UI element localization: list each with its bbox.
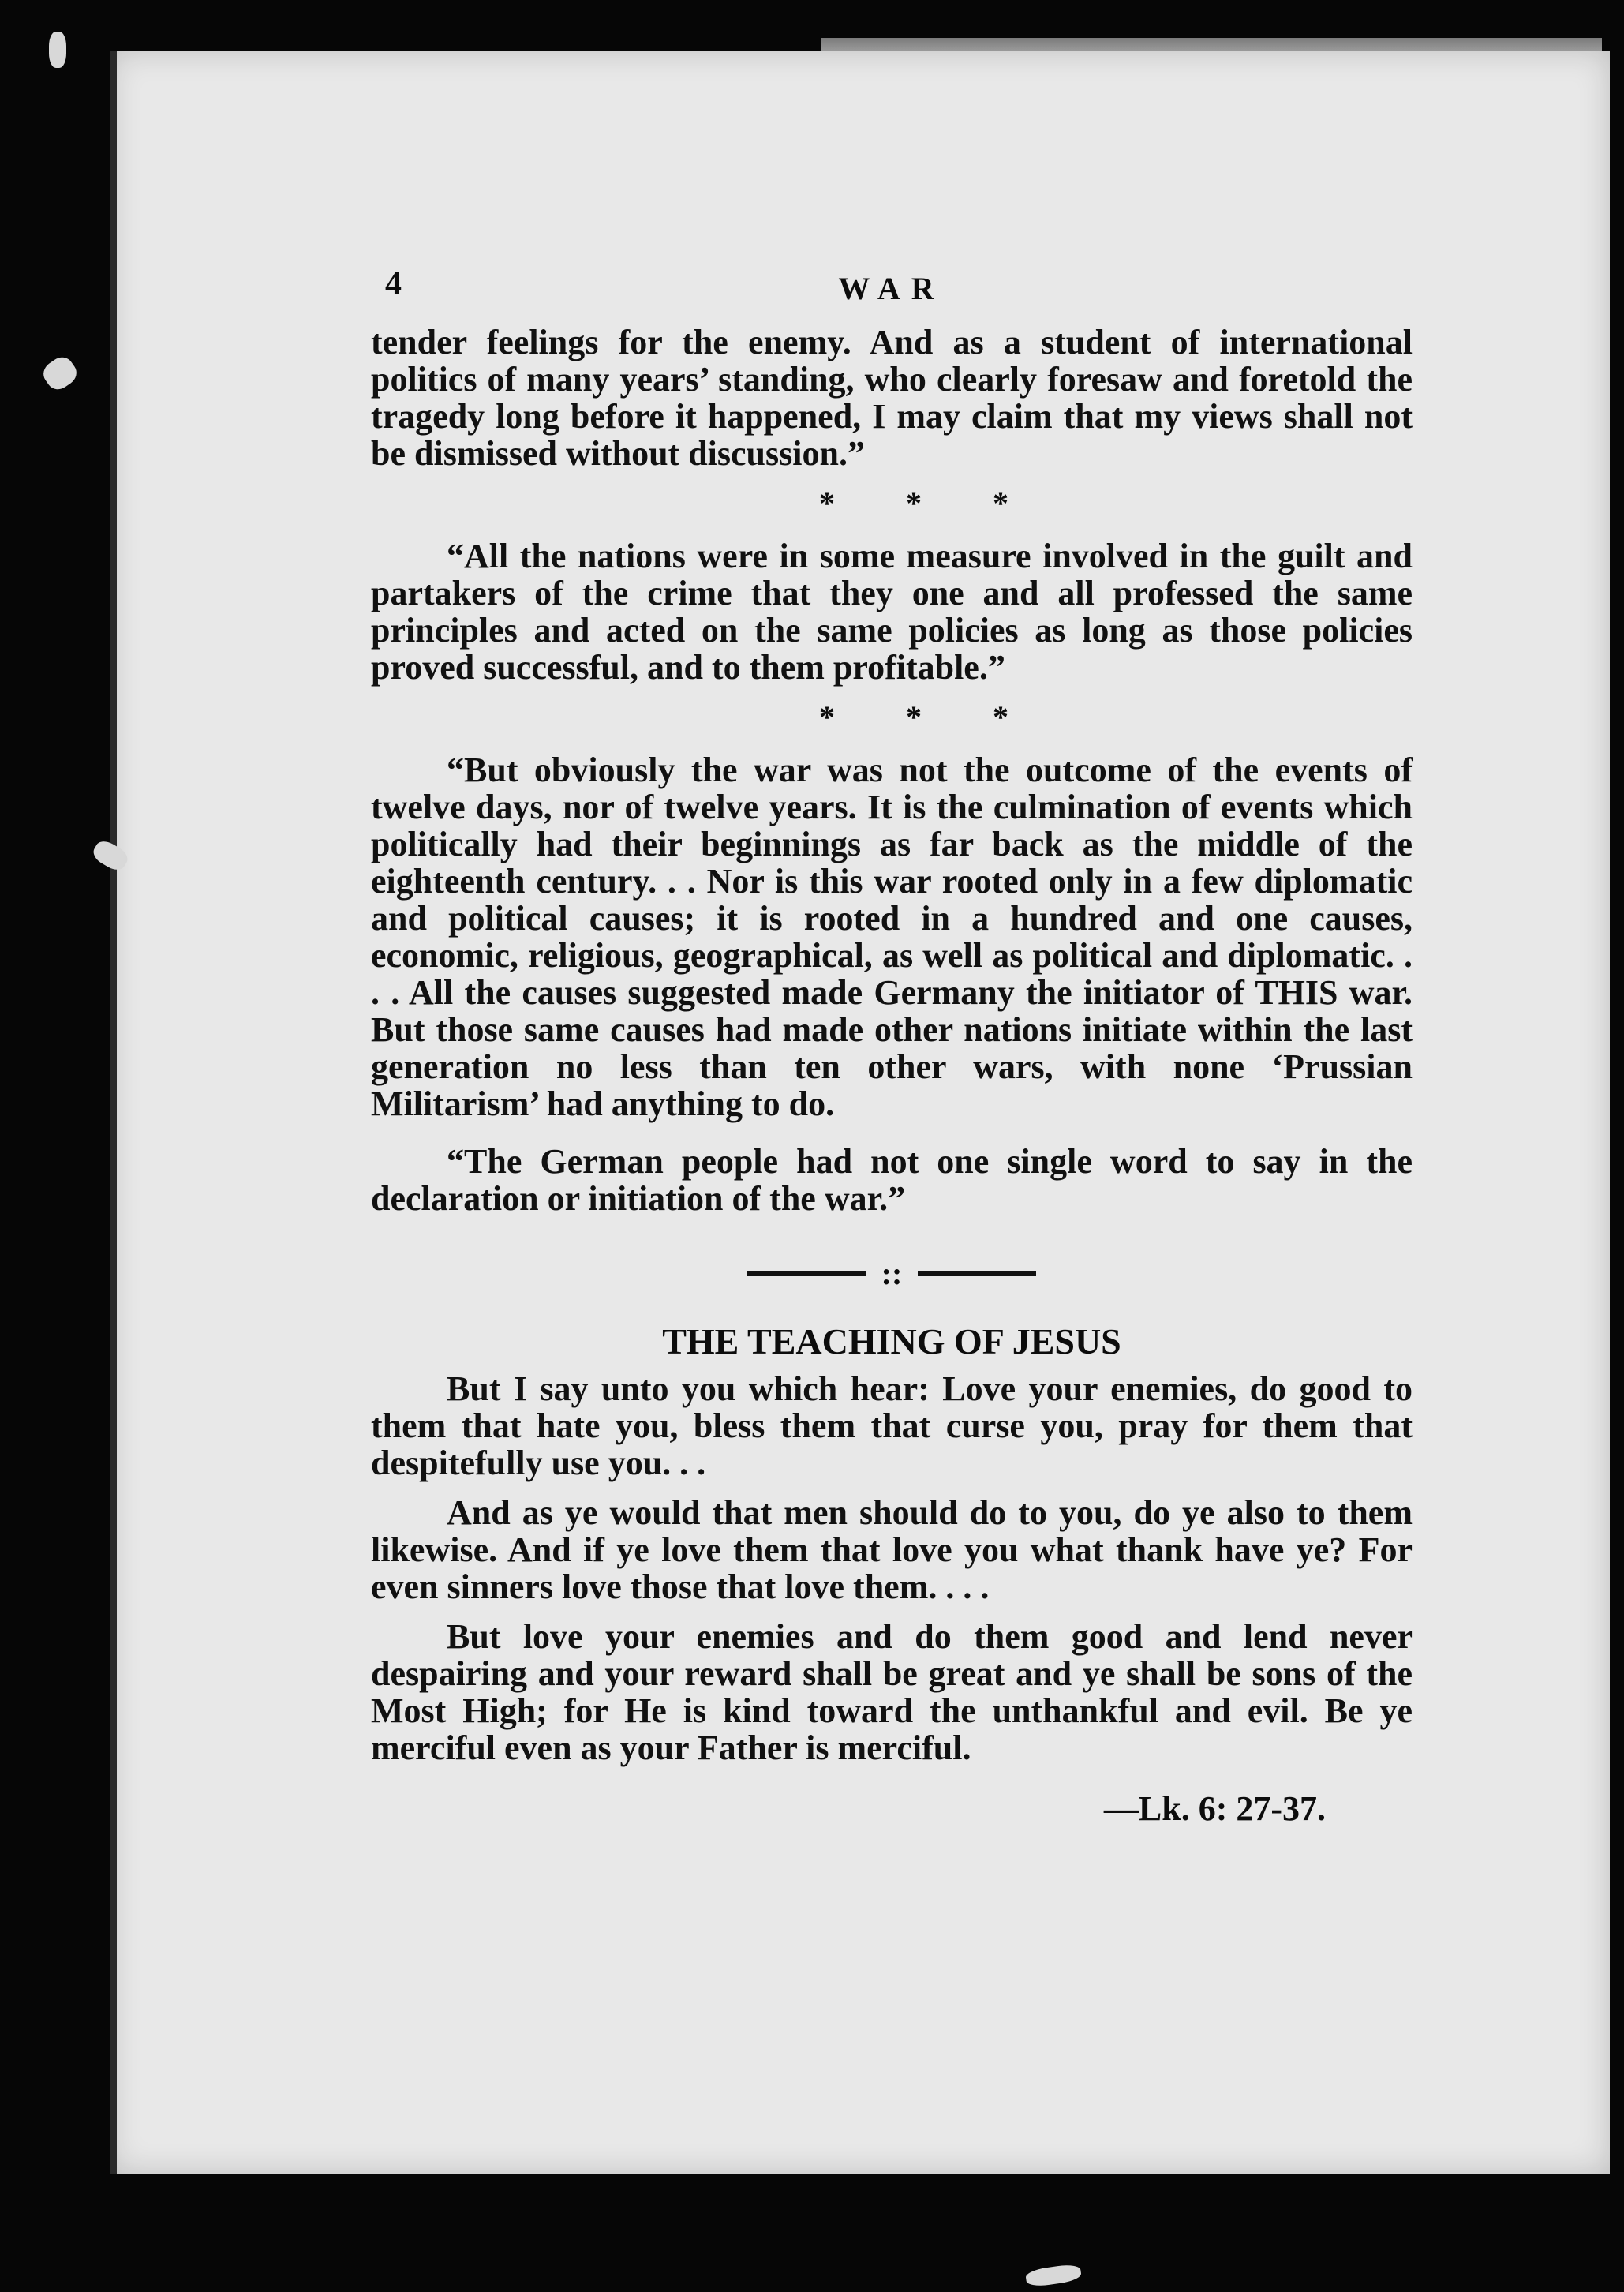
divider-rule-left: [747, 1271, 866, 1276]
scripture-citation: —Lk. 6: 27-37.: [1103, 1789, 1326, 1829]
scan-speck: [49, 32, 66, 68]
teaching-paragraph-3: But love your enemies and do them good and lend never despairing and your reward shall be great and ye shall be sons of the Most High; for He is kind toward the unthankful and evil. Be ye merciful even as your Father is merciful.: [371, 1617, 1413, 1768]
running-title: WAR: [838, 271, 945, 306]
asterisk-separator: * * *: [819, 699, 1040, 735]
text-column: [371, 260, 1413, 1829]
page-edge: [110, 51, 117, 2174]
section-title: THE TEACHING OF JESUS: [662, 1321, 1121, 1362]
paragraph-1: tender feelings for the enemy. And as a student of international politics of many years’ standing, who clearly foresaw and foretold the tragedy long before it happened, I may claim that my views shall not be dismissed without discussion.”: [371, 323, 1413, 473]
scan-speck: [1025, 2263, 1082, 2288]
paragraph-4: “The German people had not one single word to say in the declaration or initiation of the war.”: [371, 1142, 1413, 1218]
teaching-paragraph-2: And as ye would that men should do to you, do ye also to them likewise. And if ye love them that love you what thank have ye? For even sinners love those that love them. . . .: [371, 1493, 1413, 1607]
section-divider: [371, 1252, 1413, 1292]
page-number: 4: [385, 266, 402, 302]
scan-speck: [39, 353, 80, 394]
divider-rule-right: [918, 1271, 1036, 1276]
paragraph-2: “All the nations were in some measure involved in the guilt and partakers of the crime that they one and all professed the same principles and acted on the same policies as long as those policies proved successful, and to them profitable.”: [371, 537, 1413, 687]
teaching-paragraph-1: But I say unto you which hear: Love your enemies, do good to them that hate you, bless them that curse you, pray for them that despitefully use you. . .: [371, 1369, 1413, 1483]
paragraph-3: “But obviously the war was not the outcome of the events of twelve days, nor of twelve years. It is the culmination of events which politically had their beginnings as far back as the middle of the eighteenth century. . . Nor is this war rooted only in a few diplomatic and political causes; it is rooted in a hundred and one causes, economic, religious, geographical, as well as political and diplomatic. . . . All the causes suggested made Germany the initiator of THIS war. But those same causes had made other nations initiate within the last generation no less than ten other wars, with none ‘Prussian Militarism’ had anything to do.: [371, 751, 1413, 1123]
asterisk-separator: * * *: [819, 485, 1040, 521]
divider-mark: ::: [881, 1256, 903, 1292]
page-header: [371, 260, 1413, 324]
